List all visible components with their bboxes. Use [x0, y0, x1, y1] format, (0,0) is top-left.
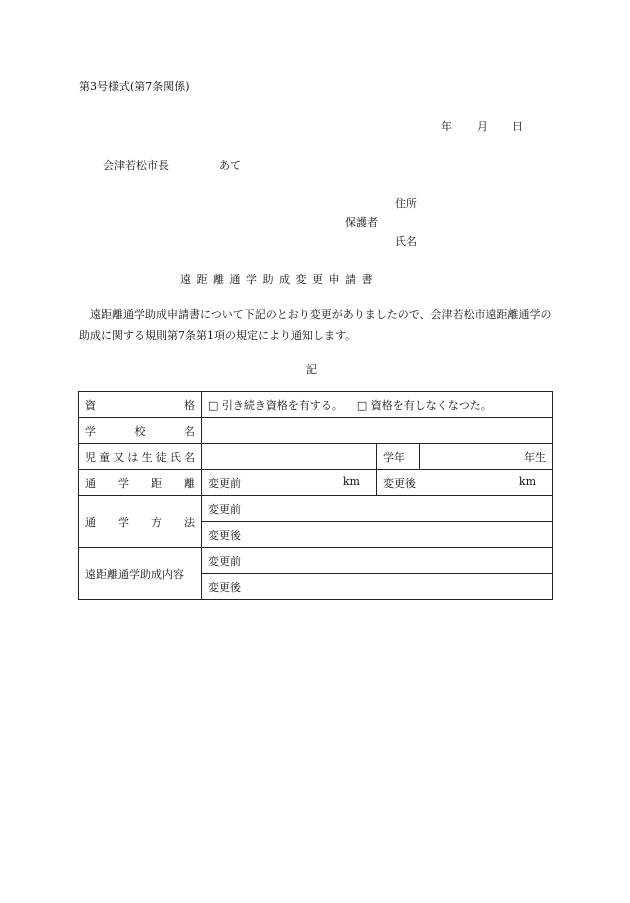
school-row	[79, 418, 553, 444]
method-before-label: 変更前	[208, 502, 241, 516]
km-unit: km	[518, 474, 537, 488]
grade-label: 学年	[377, 444, 420, 470]
distance-after-input[interactable]	[377, 470, 553, 496]
subsidy-before-row	[79, 548, 553, 574]
method-after-input[interactable]	[202, 522, 553, 548]
option-continue-qualified[interactable]: □ 引き続き資格を有する。	[208, 398, 343, 412]
student-name-input[interactable]	[202, 444, 377, 470]
school-label	[79, 418, 202, 444]
address-label: 住所	[395, 197, 417, 210]
document-title: 遠距離通学助成変更申請書	[180, 273, 378, 286]
subsidy-before-input[interactable]	[202, 548, 553, 574]
label-char: 生	[141, 450, 153, 464]
distance-row	[79, 470, 553, 496]
label-char: 名	[183, 450, 195, 464]
label-char: 格	[184, 398, 195, 412]
student-row	[79, 444, 553, 470]
label-char: 離	[184, 476, 195, 490]
label-char: 方	[151, 515, 162, 529]
label-char: 距	[151, 476, 162, 490]
label-char: 学	[85, 424, 96, 438]
subsidy-after-input[interactable]	[202, 574, 553, 600]
qualification-options[interactable]	[202, 392, 553, 418]
school-input[interactable]	[202, 418, 553, 444]
subsidy-label: 遠距離通学助成内容	[79, 548, 202, 600]
method-after-label: 変更後	[208, 528, 241, 542]
qualification-row	[79, 392, 553, 418]
grade-unit: 年生	[524, 450, 547, 464]
label-char: は	[127, 450, 139, 464]
label-char: 又	[113, 450, 125, 464]
form-number: 第3号様式(第7条関係)	[79, 80, 190, 93]
honorific: あて	[219, 159, 241, 172]
body-text: 遠距離通学助成申請書について下記のとおり変更がありましたので、会津若松市遠距離通学の助成に関する規則第7条第1項の規定により通知します。	[79, 308, 552, 342]
label-char: 学	[118, 476, 129, 490]
application-table	[78, 391, 553, 600]
label-char: 通	[85, 515, 96, 529]
distance-after-label: 変更後	[383, 476, 416, 490]
label-char: 童	[99, 450, 111, 464]
km-unit: km	[342, 474, 360, 488]
label-char: 氏	[169, 450, 181, 464]
guardian-label: 保護者	[345, 216, 378, 229]
date-month-label: 月	[477, 120, 488, 133]
student-name-label	[79, 444, 202, 470]
distance-before-input[interactable]	[202, 470, 377, 496]
method-label	[79, 496, 202, 548]
distance-label	[79, 470, 202, 496]
label-char: 法	[184, 515, 195, 529]
method-before-row	[79, 496, 553, 522]
label-char: 校	[134, 424, 146, 438]
label-char: 学	[118, 515, 129, 529]
method-before-input[interactable]	[202, 496, 553, 522]
date-year-label: 年	[441, 120, 452, 133]
label-char: 資	[85, 398, 96, 412]
label-char: 児	[85, 450, 96, 464]
addressee: 会津若松市長	[103, 159, 169, 172]
subsidy-after-label: 変更後	[208, 580, 241, 594]
qualification-label	[79, 392, 202, 418]
distance-before-label: 変更前	[208, 476, 241, 490]
option-no-longer-qualified[interactable]: □ 資格を有しなくなつた。	[356, 398, 492, 412]
grade-input[interactable]	[420, 444, 553, 470]
label-char: 徒	[155, 450, 167, 464]
label-char: 通	[85, 476, 96, 490]
name-label: 氏名	[395, 235, 417, 248]
date-day-label: 日	[512, 120, 523, 133]
ki-heading: 記	[306, 363, 317, 376]
subsidy-before-label: 変更前	[208, 554, 241, 568]
label-char: 名	[184, 424, 195, 438]
